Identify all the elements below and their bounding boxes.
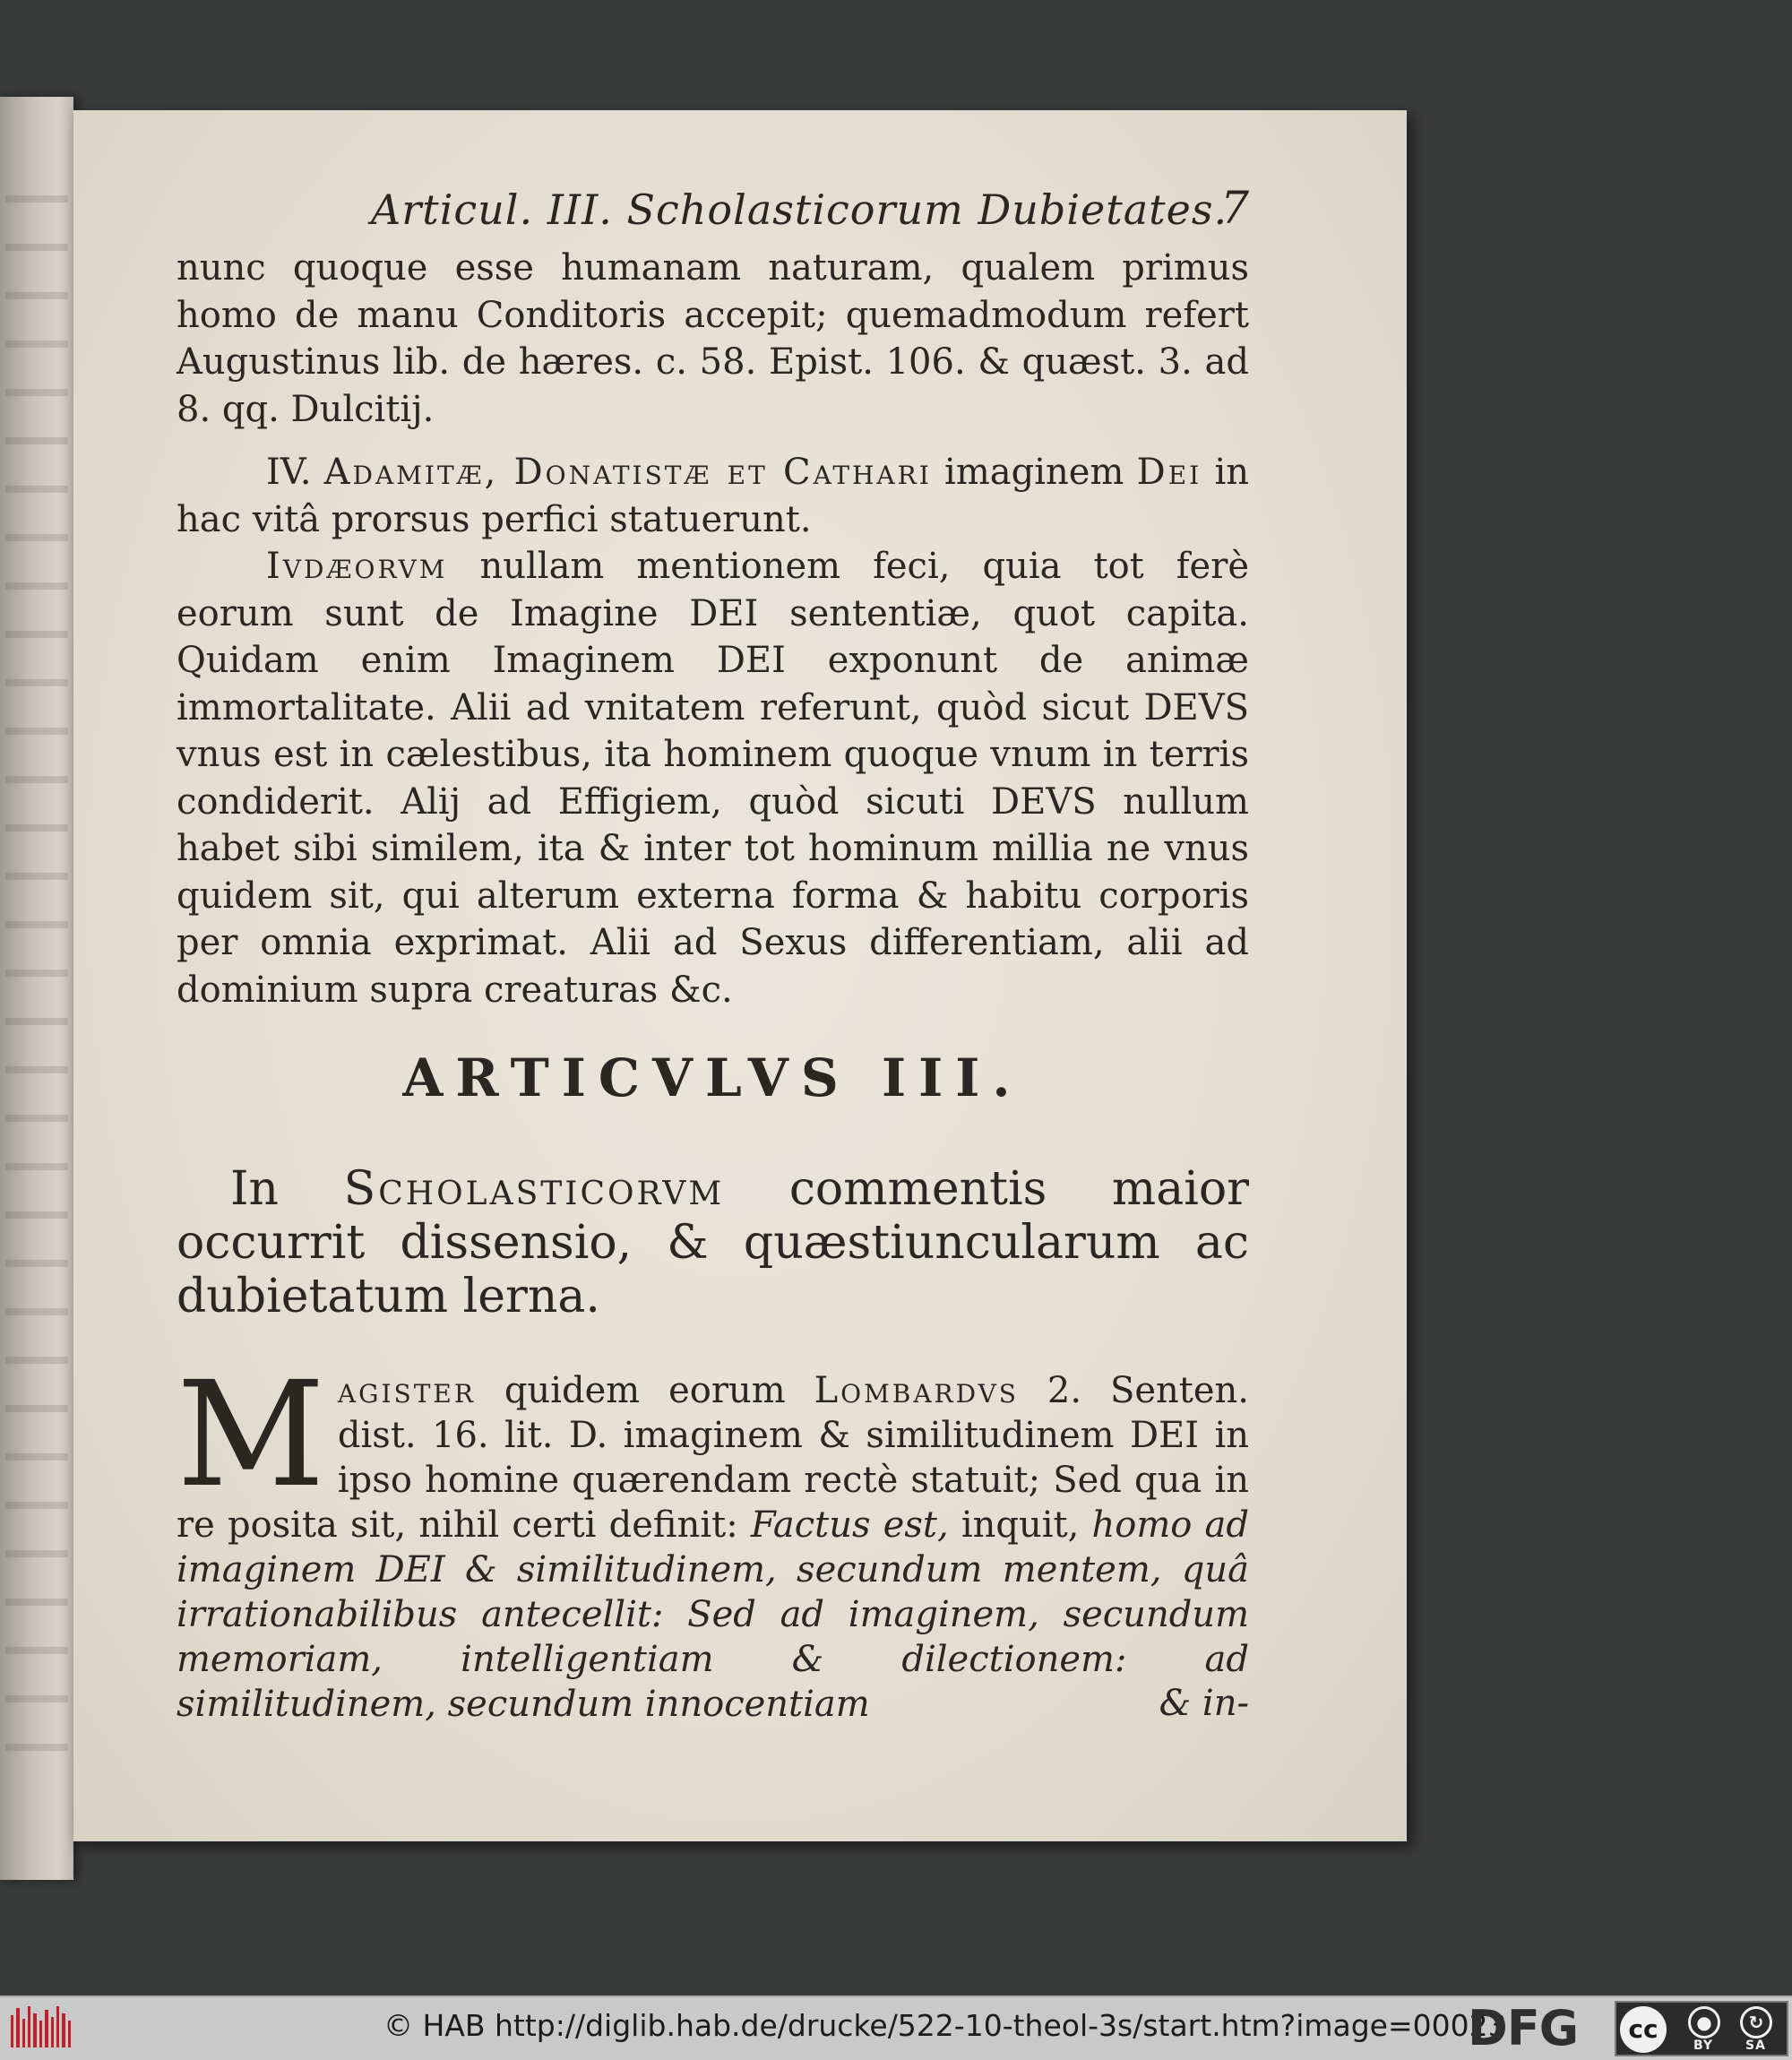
paragraph-3-text: nullam mentionem feci, quia tot ferè eorum sunt de Imagine DEI sententiæ, quot capita. Quidam enim Imaginem DEI exponunt de animæ immortalitate. Alii ad vnitatem referunt, quòd sicut DEVS vnus est in cælestibus, ita hominem quoque vnum in terris condiderit. Alij ad Effigiem, quòd sicuti DEVS nullum habet sibi similem, ita & inter tot hominum millia ne vnus quidem sit, qui alterum externa forma & habitu corporis per omnia exprimat. Alii ad Sexus differentiam, alii ad dominium supra creaturas &c. — [177, 546, 1250, 1011]
hab-barcode-logo-icon — [7, 2003, 75, 2055]
previous-page-edge — [0, 97, 73, 1880]
main-text-top — [177, 245, 1249, 1013]
paragraph-2 — [177, 449, 1249, 543]
running-head: Articul. III. Scholasticorum Dubietates. — [371, 185, 1228, 234]
paragraph-4 — [177, 1351, 1250, 1727]
paragraph-2-text-b: in hac vitâ prorsus perfici statuerunt. — [177, 452, 1250, 540]
article-summary — [177, 1162, 1249, 1323]
sa-label: SA — [1745, 2038, 1766, 2053]
paragraph-4-text-a: quidem eorum — [504, 1370, 786, 1411]
cc-license-badge[interactable] — [1615, 2001, 1788, 2056]
creative-commons-icon: cc — [1620, 2006, 1667, 2053]
paragraph-2-dei: Dei — [1136, 452, 1202, 493]
paragraph-4-italic-b: homo ad imaginem DEI & similitudinem, secundum mentem, quâ irrationabilibus antecellit: Sed ad imaginem, secundum memoriam, intelligentiam & dilectionem: ad similitudinem, secundum innocentiam — [177, 1504, 1250, 1725]
paragraph-4-italic-a: Factus est, — [750, 1504, 949, 1546]
dfg-logo: DFG — [1468, 2000, 1579, 2056]
footer-bar — [0, 1995, 1792, 2060]
paragraph-3-lead: Ivdæorvm — [266, 546, 448, 587]
page-number: 7 — [1220, 182, 1249, 234]
previous-page-text-bleed — [5, 168, 68, 1781]
paragraph-4-name: Lombardvs — [814, 1370, 1019, 1411]
catchword: & in- — [1159, 1683, 1249, 1724]
paragraph-2-numeral: IV. — [266, 452, 312, 493]
summary-text-a: In — [230, 1162, 280, 1216]
summary-sc-word: Scholasticorvm — [343, 1162, 725, 1216]
summary-text-b: commentis maior occurrit dissensio, & quæstiuncularum ac dubietatum lerna. — [177, 1162, 1250, 1323]
paragraph-3 — [177, 543, 1249, 1013]
citation-link[interactable]: © HAB http://diglib.hab.de/drucke/522-10-theol-3s/start.htm?image=00023 — [383, 2008, 1507, 2043]
article-heading: ARTICVLVS III. — [402, 1047, 1023, 1108]
paragraph-2-text-a: imaginem — [944, 452, 1124, 493]
page-header — [299, 177, 1249, 239]
paragraph-4-text-c: inquit, — [961, 1504, 1080, 1546]
drop-cap: M — [177, 1351, 325, 1520]
book-page — [73, 110, 1407, 1841]
attribution-icon: ● — [1688, 2006, 1720, 2038]
paragraph-4-lead: agister — [337, 1370, 476, 1411]
paragraph-2-names: Adamitæ, Donatistæ et Cathari — [323, 452, 932, 493]
paragraph-4-text-b: 2. Senten. dist. 16. lit. D. imaginem & similitudinem DEI in ipso homine quærendam rectè statuit; Sed qua in re posita sit, nihil certi definit: — [177, 1370, 1250, 1546]
share-alike-icon: ↻ — [1740, 2006, 1772, 2038]
by-label: BY — [1693, 2038, 1714, 2053]
paragraph-1: nunc quoque esse humanam naturam, qualem primus homo de manu Conditoris accepit; quemadmodum refert Augustinus lib. de hæres. c. 58. Epist. 106. & quæst. 3. ad 8. qq. Dulcitij. — [177, 247, 1249, 430]
